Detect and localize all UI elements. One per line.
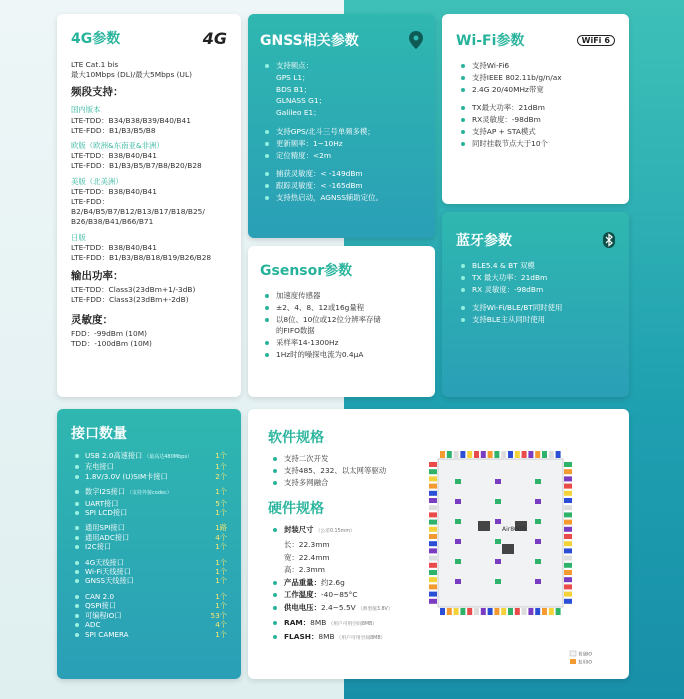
module-pin bbox=[429, 505, 437, 510]
module-pin bbox=[429, 592, 437, 597]
interface-row bbox=[71, 601, 227, 610]
bt-card bbox=[442, 212, 629, 397]
interface-label: SPI CAMERA bbox=[85, 629, 129, 639]
bluetooth-icon bbox=[603, 232, 615, 248]
list-item: 以8位、10位或12位分辨率存储 bbox=[260, 314, 423, 326]
list-spacer bbox=[456, 95, 615, 102]
band-line: LTE-TDD：B38/B40/B41 bbox=[71, 151, 157, 161]
hardware-key: RAM： bbox=[284, 617, 311, 627]
module-pin bbox=[515, 451, 520, 458]
interface-row bbox=[71, 499, 227, 508]
module-pin bbox=[564, 584, 572, 589]
hardware-key: 封装尺寸 bbox=[284, 525, 314, 535]
hardware-row bbox=[268, 589, 418, 602]
interface-name bbox=[71, 558, 124, 567]
module-pin bbox=[535, 479, 541, 484]
band-line: LTE-TDD：B38/B40/B41 bbox=[71, 242, 157, 252]
hardware-value: 2.4~5.5V bbox=[320, 602, 356, 612]
list-spacer bbox=[260, 161, 423, 168]
module-pin bbox=[429, 563, 437, 568]
spec-card bbox=[248, 409, 629, 679]
module-pin bbox=[455, 559, 461, 564]
module-pin bbox=[564, 556, 572, 561]
hardware-value: -40~85°C bbox=[320, 590, 358, 600]
band-group-name: 欧版（欧洲&东南亚&非洲） bbox=[71, 141, 164, 151]
module-pin bbox=[429, 462, 437, 467]
hardware-value: 长：22.3mm bbox=[284, 539, 330, 549]
module-pin bbox=[501, 608, 506, 615]
module-pin bbox=[460, 451, 465, 458]
wifi6-badge-num: 6 bbox=[604, 35, 610, 45]
module-pin bbox=[429, 476, 437, 481]
gnss-title: GNSS相关参数 bbox=[260, 33, 359, 49]
gnss-card bbox=[248, 14, 435, 238]
interface-name bbox=[71, 487, 172, 498]
band-line: LTE-FDD： bbox=[71, 197, 109, 207]
interface-name bbox=[71, 576, 134, 585]
bt-title: 蓝牙参数 bbox=[456, 233, 512, 249]
list-item: 支持热启动，AGNSS辅助定位。 bbox=[260, 192, 423, 204]
module-pin bbox=[508, 451, 513, 458]
power-line: LTE-FDD：Class3(23dBm+-2dB) bbox=[71, 295, 189, 305]
lte-rate: 最大10Mbps (DL)/最大5Mbps (UL) bbox=[71, 70, 192, 80]
4g-icon: 4G bbox=[202, 28, 227, 48]
module-pin bbox=[455, 479, 461, 484]
interface-count: 53个 bbox=[210, 610, 227, 620]
module-pin bbox=[535, 579, 541, 584]
interface-title: 接口数量 bbox=[71, 426, 127, 442]
band-line: B2/B4/B5/B7/B12/B13/B17/B18/B25/ bbox=[71, 207, 205, 217]
module-pin bbox=[455, 519, 461, 524]
hardware-row bbox=[268, 631, 418, 646]
module-pin bbox=[522, 608, 527, 615]
band-group bbox=[71, 233, 227, 264]
interface-name bbox=[71, 630, 129, 639]
list-item: Galileo E1； bbox=[276, 108, 321, 118]
power-line: LTE-TDD：Class3(23dBm+1/-3dB) bbox=[71, 285, 196, 295]
module-pin bbox=[454, 608, 459, 615]
module-pin bbox=[429, 599, 437, 604]
module-pin bbox=[556, 608, 561, 615]
list-item: GLNASS G1； bbox=[276, 96, 326, 106]
list-item: 同时挂载节点大于10个 bbox=[456, 138, 615, 150]
module-pin bbox=[535, 519, 541, 524]
module-pin bbox=[535, 451, 540, 458]
band-line: LTE-TDD：B34/B38/B39/B40/B41 bbox=[71, 115, 191, 125]
interface-count: 1个 bbox=[215, 487, 227, 497]
band-title: 频段支持： bbox=[71, 86, 124, 99]
interface-name bbox=[71, 620, 100, 629]
interface-label: 通用SPI接口 bbox=[85, 523, 125, 533]
power-title: 输出功率： bbox=[71, 270, 124, 283]
software-list bbox=[268, 453, 418, 488]
module-pin bbox=[508, 608, 513, 615]
module-pin bbox=[429, 584, 437, 589]
module-pin bbox=[455, 579, 461, 584]
interface-label: GNSS天线接口 bbox=[85, 576, 134, 586]
module-pinout-diagram bbox=[420, 429, 625, 674]
interface-name bbox=[71, 601, 116, 610]
module-pin bbox=[564, 548, 572, 553]
module-pin bbox=[447, 451, 452, 458]
hardware-row bbox=[268, 552, 418, 565]
interface-row bbox=[71, 592, 227, 601]
module-pin bbox=[455, 499, 461, 504]
list-item: BLE5.4 & BT 双模 bbox=[456, 260, 615, 272]
bullet bbox=[273, 621, 277, 625]
list-item: 支持485、232、以太网等驱动 bbox=[268, 465, 418, 477]
hardware-row bbox=[268, 617, 418, 632]
interface-label: SPI LCD接口 bbox=[85, 508, 128, 518]
module-pin bbox=[535, 539, 541, 544]
hardware-value: 宽：22.4mm bbox=[284, 552, 330, 562]
module-pin bbox=[564, 484, 572, 489]
module-pin bbox=[564, 462, 572, 467]
wifi-card bbox=[442, 14, 629, 204]
interface-list bbox=[71, 451, 227, 645]
bullet bbox=[273, 635, 277, 639]
module-pin bbox=[481, 608, 486, 615]
band-group bbox=[71, 105, 227, 136]
spacer bbox=[71, 639, 227, 645]
band-group bbox=[71, 177, 227, 228]
chip-label: Air8000 bbox=[502, 526, 526, 533]
hardware-value: 高：2.3mm bbox=[284, 565, 325, 575]
band-group-name: 美版（北美洲） bbox=[71, 176, 123, 186]
hardware-key: FLASH： bbox=[284, 632, 319, 642]
interface-name bbox=[71, 462, 114, 471]
list-item: 更新频率：1~10Hz bbox=[260, 138, 423, 150]
hardware-value: 约2.6g bbox=[320, 577, 345, 587]
interface-label: QSPI接口 bbox=[85, 601, 117, 611]
interface-label: USB 2.0高速接口 bbox=[85, 451, 143, 460]
interface-label: I2C接口 bbox=[85, 542, 112, 552]
hardware-note: （典型值3.8V） bbox=[357, 606, 393, 612]
module-pin bbox=[429, 556, 437, 561]
interface-count: 1路 bbox=[215, 523, 227, 533]
hardware-title: 硬件规格 bbox=[268, 501, 324, 518]
module-pin bbox=[440, 608, 445, 615]
module-pin bbox=[429, 491, 437, 496]
module-pin bbox=[455, 539, 461, 544]
module-pin bbox=[564, 534, 572, 539]
module-pin bbox=[481, 451, 486, 458]
module-pin bbox=[429, 570, 437, 575]
interface-name bbox=[71, 508, 127, 517]
list-item: 2.4G 20/40MHz带宽 bbox=[456, 84, 615, 96]
list-item: 跟踪灵敏度：< -165dBm bbox=[260, 180, 423, 192]
hardware-row bbox=[268, 564, 418, 577]
module-pin bbox=[494, 608, 499, 615]
interface-card bbox=[57, 409, 241, 679]
interface-note: （最高达480Mbps） bbox=[144, 454, 193, 460]
module-pin bbox=[467, 451, 472, 458]
wifi-list bbox=[456, 60, 615, 150]
module-pin bbox=[429, 512, 437, 517]
hardware-row bbox=[268, 602, 418, 617]
module-pin bbox=[494, 451, 499, 458]
module-pin bbox=[454, 451, 459, 458]
interface-row bbox=[71, 611, 227, 620]
module-pin bbox=[495, 479, 501, 484]
list-item: RX 灵敏度：-98dBm bbox=[456, 284, 615, 296]
interface-count: 1个 bbox=[215, 591, 227, 601]
hardware-row bbox=[268, 539, 418, 552]
module-pin bbox=[564, 505, 572, 510]
hardware-key: 供电电压： bbox=[284, 602, 321, 612]
interface-row bbox=[71, 558, 227, 567]
gsensor-title: Gsensor参数 bbox=[260, 263, 353, 279]
band-line: LTE-FDD：B1/B3/B8/B18/B19/B26/B28 bbox=[71, 253, 212, 263]
interface-row bbox=[71, 451, 227, 462]
interface-name bbox=[71, 592, 114, 601]
list-item: 支持IEEE 802.11b/g/n/ax bbox=[456, 72, 615, 84]
module-pin bbox=[429, 548, 437, 553]
list-item: TX最大功率：21dBm bbox=[456, 102, 615, 114]
list-item: BDS B1； bbox=[276, 84, 311, 94]
wifi6-badge-text: WiFi bbox=[581, 35, 602, 45]
interface-label: 数字I2S接口 bbox=[85, 487, 126, 497]
hardware-note: （用户可用空间8MB） bbox=[328, 621, 378, 627]
lte-title: 4G参数 bbox=[71, 31, 121, 47]
hardware-note: （公差0.15mm） bbox=[315, 529, 355, 535]
interface-row bbox=[71, 472, 227, 481]
list-item: ±2、4、8、12或16g量程 bbox=[260, 302, 423, 314]
bullet bbox=[273, 606, 277, 610]
interface-count: 1个 bbox=[215, 629, 227, 639]
hardware-value: 8MB bbox=[310, 617, 327, 627]
interface-name bbox=[71, 472, 168, 481]
interface-count: 1个 bbox=[215, 576, 227, 586]
interface-name bbox=[71, 542, 111, 551]
module-pin bbox=[474, 451, 479, 458]
list-item: 的FIFO数据 bbox=[276, 326, 315, 336]
interface-row bbox=[71, 533, 227, 542]
wifi-title: Wi-Fi参数 bbox=[456, 33, 525, 49]
module-pin bbox=[440, 451, 445, 458]
module-pin bbox=[535, 499, 541, 504]
interface-row bbox=[71, 487, 227, 498]
module-pin bbox=[495, 499, 501, 504]
module-pin bbox=[564, 527, 572, 532]
module-pin bbox=[429, 469, 437, 474]
module-pin bbox=[564, 498, 572, 503]
module-pin bbox=[564, 491, 572, 496]
hardware-key: 工作温度： bbox=[284, 590, 321, 600]
module-pin bbox=[542, 451, 547, 458]
gsensor-card bbox=[248, 246, 435, 397]
list-spacer bbox=[260, 119, 423, 126]
legend-mux-io: 复用IO bbox=[578, 660, 592, 666]
band-line: LTE-FDD：B1/B3/B5/B7/B8/B20/B28 bbox=[71, 161, 202, 171]
band-group-name: 国内版本 bbox=[71, 105, 101, 115]
hardware-value: 8MB bbox=[318, 632, 335, 642]
bullet bbox=[273, 593, 277, 597]
module-pin bbox=[488, 608, 493, 615]
interface-count: 4个 bbox=[215, 532, 227, 542]
interface-count: 1个 bbox=[215, 601, 227, 611]
interface-row bbox=[71, 462, 227, 471]
interface-row bbox=[71, 523, 227, 532]
module-pin bbox=[542, 608, 547, 615]
module-pin bbox=[564, 592, 572, 597]
module-pin bbox=[429, 484, 437, 489]
module-pin bbox=[528, 608, 533, 615]
module-pin bbox=[564, 512, 572, 517]
module-pin bbox=[447, 608, 452, 615]
module-pin bbox=[488, 451, 493, 458]
list-item: 支持二次开发 bbox=[268, 453, 418, 465]
list-item: 捕获灵敏度：< -149dBm bbox=[260, 168, 423, 180]
hardware-list bbox=[268, 524, 418, 645]
gnss-list bbox=[260, 60, 423, 204]
list-item: GPS L1； bbox=[276, 72, 310, 82]
interface-label: 1.8V/3.0V (U)SIM卡接口 bbox=[85, 471, 168, 481]
band-groups bbox=[71, 105, 227, 263]
list-item: 支持频点： bbox=[260, 60, 423, 72]
lte-cat: LTE Cat.1 bis bbox=[71, 60, 119, 69]
legend-normal-io: 普通IO bbox=[578, 652, 592, 658]
list-item: RX灵敏度：-98dBm bbox=[456, 114, 615, 126]
module-pin bbox=[429, 541, 437, 546]
module-pin bbox=[515, 608, 520, 615]
module-pin bbox=[535, 559, 541, 564]
module-pin bbox=[429, 577, 437, 582]
interface-label: CAN 2.0 bbox=[85, 591, 115, 601]
module-pin bbox=[495, 559, 501, 564]
module-pin bbox=[467, 608, 472, 615]
list-item: TX 最大功率：21dBm bbox=[456, 272, 615, 284]
list-item: 支持BLE主从同时使用 bbox=[456, 314, 615, 326]
interface-label: 可编程IO口 bbox=[85, 610, 122, 620]
interface-row bbox=[71, 576, 227, 585]
interface-note: （支持外接codec） bbox=[127, 490, 172, 497]
module-pin bbox=[564, 599, 572, 604]
list-item: 1Hz时的噪探电流为0.4μA bbox=[260, 349, 423, 361]
software-title: 软件规格 bbox=[268, 430, 324, 446]
module-pin bbox=[429, 498, 437, 503]
module-pin bbox=[564, 541, 572, 546]
module-pin bbox=[564, 520, 572, 525]
list-item: 定位精度：<2m bbox=[260, 150, 423, 162]
interface-label: ADC bbox=[85, 620, 101, 630]
interface-label: 4G天线接口 bbox=[85, 557, 124, 567]
bullet bbox=[273, 581, 277, 585]
interface-name bbox=[71, 533, 129, 542]
interface-count: 2个 bbox=[215, 471, 227, 481]
module-pin bbox=[474, 608, 479, 615]
interface-count: 1个 bbox=[215, 462, 227, 472]
interface-name bbox=[71, 451, 192, 462]
hardware-key: 产品重量： bbox=[284, 577, 321, 587]
module-pin bbox=[460, 608, 465, 615]
sens-title: 灵敏度： bbox=[71, 313, 113, 326]
module-pin bbox=[564, 577, 572, 582]
lte-card bbox=[57, 14, 241, 397]
list-item: 支持Wi-Fi/BLE/BT同时使用 bbox=[456, 302, 615, 314]
module-pin bbox=[535, 608, 540, 615]
band-group-name: 日版 bbox=[71, 232, 86, 242]
band-line: LTE-TDD：B38/B40/B41 bbox=[71, 186, 157, 196]
module-pin bbox=[564, 476, 572, 481]
list-item: 加速度传感器 bbox=[260, 290, 423, 302]
hardware-row bbox=[268, 524, 418, 539]
interface-name bbox=[71, 499, 118, 508]
module-pin bbox=[429, 520, 437, 525]
interface-label: 通用ADC接口 bbox=[85, 532, 130, 542]
interface-row bbox=[71, 542, 227, 551]
interface-row bbox=[71, 508, 227, 517]
module-pin bbox=[429, 534, 437, 539]
bt-list bbox=[456, 260, 615, 326]
band-group bbox=[71, 141, 227, 172]
module-pin bbox=[564, 570, 572, 575]
interface-row bbox=[71, 630, 227, 639]
gsensor-list bbox=[260, 290, 423, 361]
interface-count: 1个 bbox=[215, 567, 227, 577]
module-pin bbox=[495, 519, 501, 524]
module-pin bbox=[564, 469, 572, 474]
interface-count: 1个 bbox=[215, 557, 227, 567]
module-pin bbox=[501, 451, 506, 458]
interface-row bbox=[71, 567, 227, 576]
interface-count: 1个 bbox=[215, 451, 227, 460]
hardware-note: （用户可用空间8MB） bbox=[336, 636, 386, 642]
interface-name bbox=[71, 567, 131, 576]
interface-count: 1个 bbox=[215, 508, 227, 518]
interface-name bbox=[71, 611, 122, 620]
module-pin bbox=[564, 563, 572, 568]
module-pin bbox=[495, 579, 501, 584]
location-pin-icon bbox=[409, 31, 423, 49]
list-item: 支持多网融合 bbox=[268, 477, 418, 489]
module-pin bbox=[556, 451, 561, 458]
module-pin bbox=[522, 451, 527, 458]
module-pin bbox=[549, 608, 554, 615]
interface-name bbox=[71, 523, 125, 532]
module-pin bbox=[528, 451, 533, 458]
list-item: 支持GPS/北斗三号单频多模； bbox=[260, 126, 423, 138]
module-pin bbox=[495, 539, 501, 544]
sens-line: TDD：-100dBm (10M) bbox=[71, 338, 152, 348]
list-item: 采样率14-1300Hz bbox=[260, 337, 423, 349]
module-pin bbox=[549, 451, 554, 458]
band-line: LTE-FDD：B1/B3/B5/B8 bbox=[71, 125, 156, 135]
wifi6-badge-icon bbox=[577, 35, 615, 46]
list-spacer bbox=[456, 295, 615, 302]
list-item: 支持AP + STA模式 bbox=[456, 126, 615, 138]
interface-label: UART接口 bbox=[85, 498, 119, 508]
interface-count: 5个 bbox=[215, 498, 227, 508]
sens-line: FDD：-99dBm (10M) bbox=[71, 328, 147, 338]
interface-label: Wi-Fi天线接口 bbox=[85, 567, 131, 577]
bullet bbox=[273, 528, 277, 532]
interface-count: 4个 bbox=[215, 620, 227, 630]
module-pin bbox=[429, 527, 437, 532]
interface-row bbox=[71, 620, 227, 629]
interface-count: 1个 bbox=[215, 542, 227, 552]
hardware-row bbox=[268, 577, 418, 590]
band-line: B26/B38/B41/B66/B71 bbox=[71, 217, 154, 227]
interface-label: 充电接口 bbox=[85, 462, 114, 472]
list-item: 支持Wi-Fi6 bbox=[456, 60, 615, 72]
